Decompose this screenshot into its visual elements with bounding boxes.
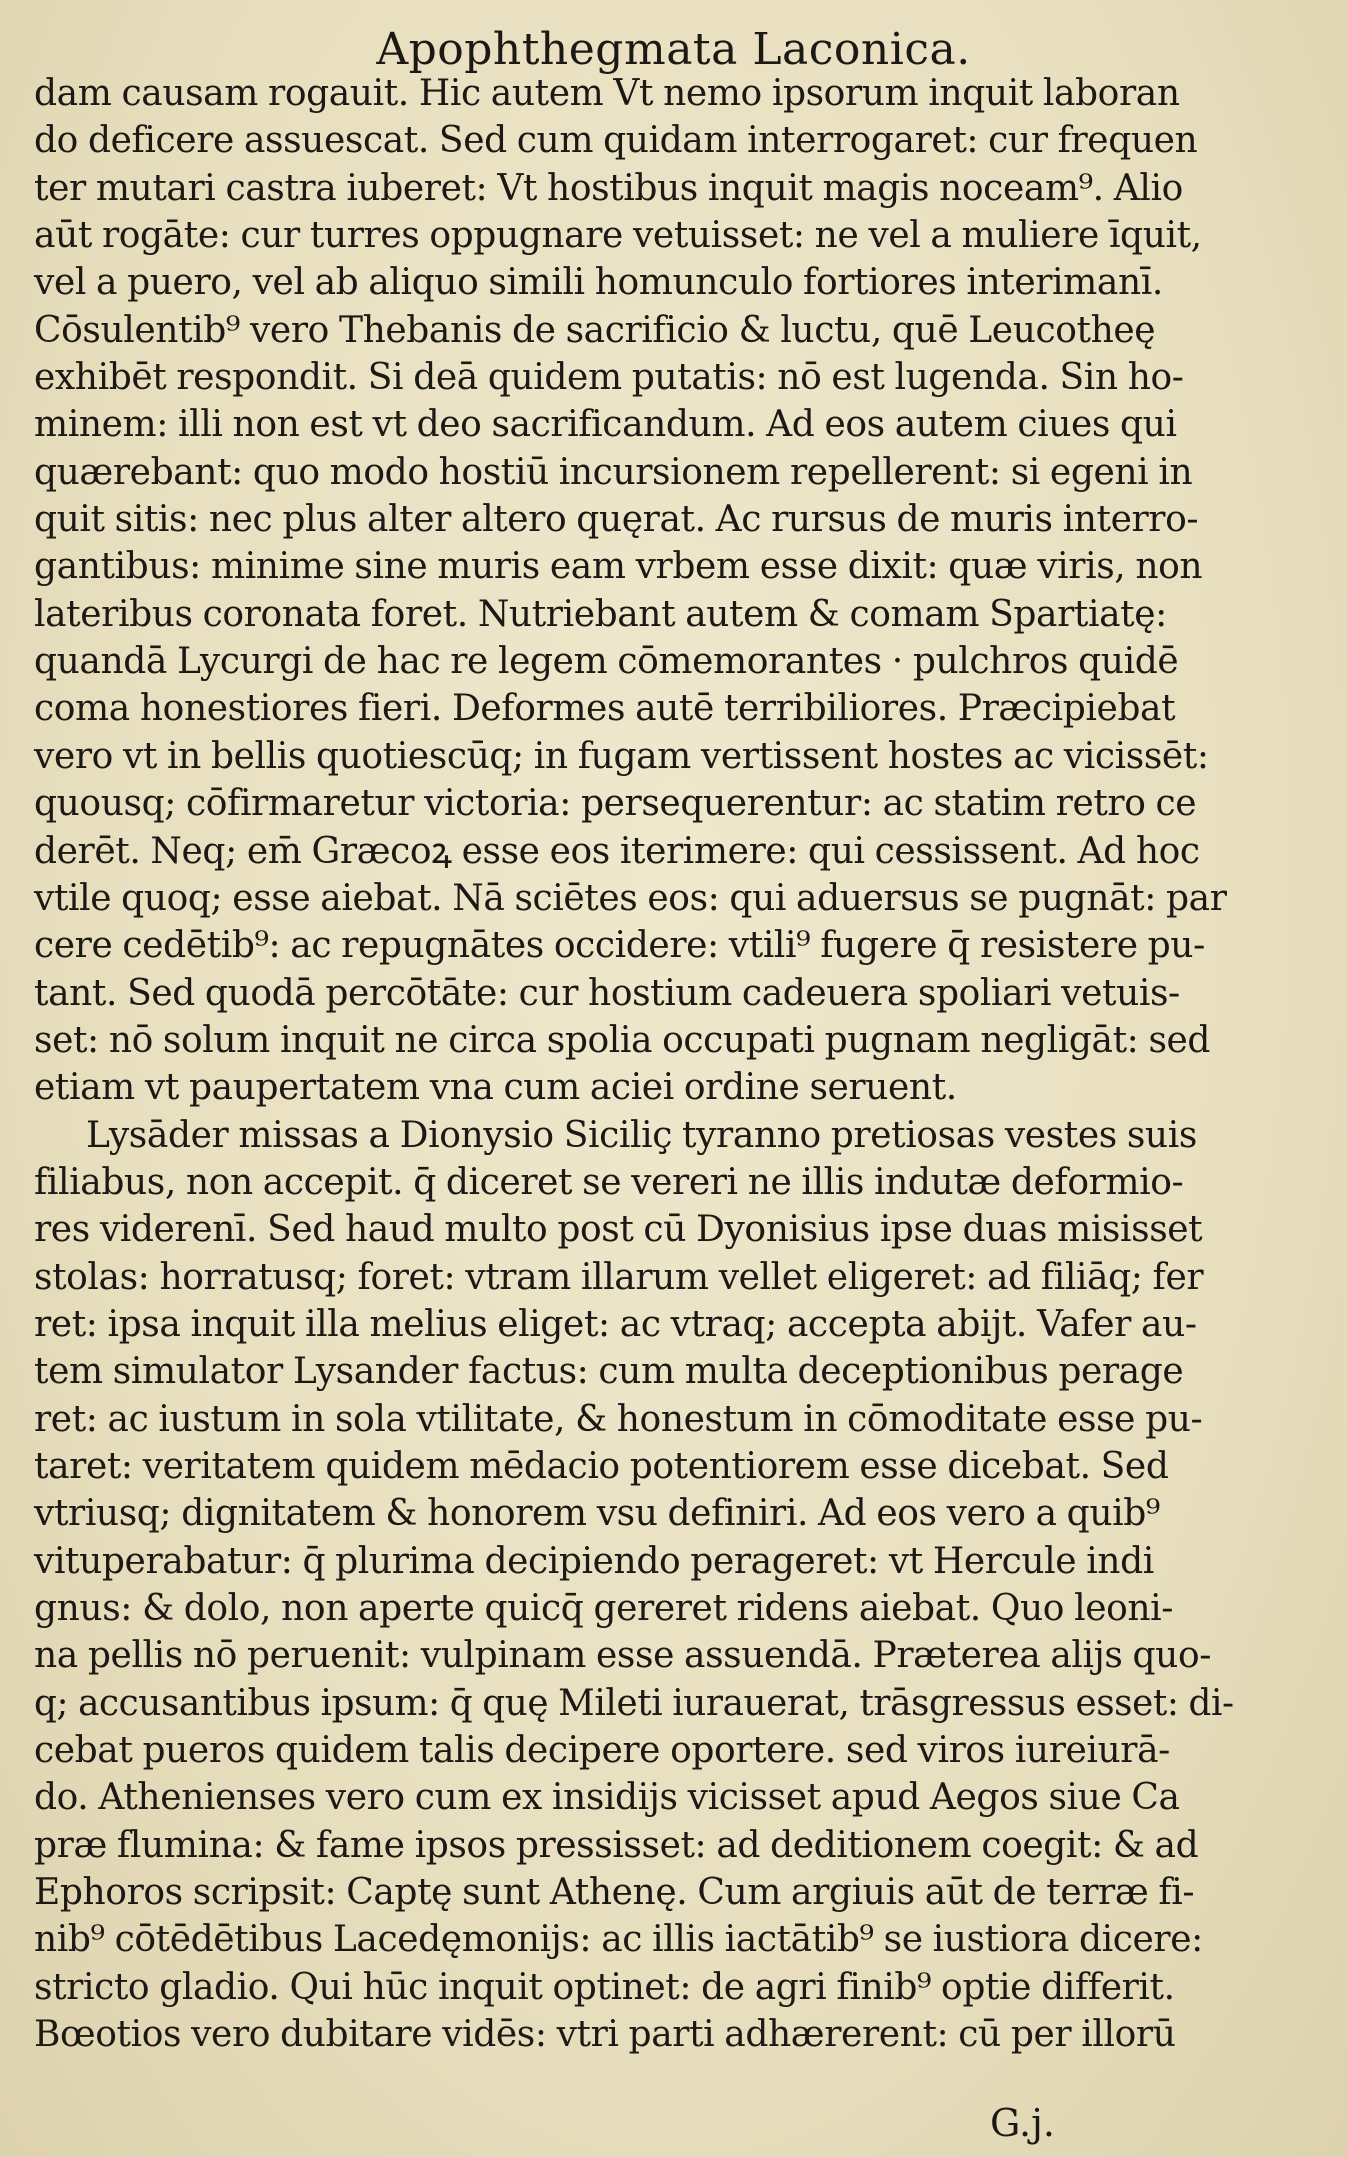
- text-line: aūt rogāte: cur turres oppugnare vetuisset: ne vel a muliere īquit,: [34, 215, 1202, 257]
- text-line: tant. Sed quodā percōtāte: cur hostium cadeuera spoliari vetuis-: [34, 972, 1180, 1014]
- text-line: tem simulator Lysander factus: cum multa deceptionibus perage: [34, 1351, 1184, 1393]
- text-line: quit sitis: nec plus alter altero quęrat. Ac rursus de muris interro-: [34, 499, 1199, 541]
- text-line: stolas: horratusq; foret: vtram illarum vellet eligeret: ad filiāq; fer: [34, 1256, 1204, 1298]
- text-line: gantibus: minime sine muris eam vrbem esse dixit: quæ viris, non: [34, 546, 1203, 588]
- body-text: [34, 70, 1234, 2058]
- text-line: vtriusq; dignitatem & honorem vsu definiri. Ad eos vero a quib⁹: [34, 1493, 1160, 1535]
- text-line: vtile quoq; esse aiebat. Nā sciētes eos: qui aduersus se pugnāt: par: [34, 877, 1227, 919]
- text-line: præ flumina: & fame ipsos pressisset: ad deditionem coegit: & ad: [34, 1824, 1199, 1866]
- text-line: do deficere assuescat. Sed cum quidam interrogaret: cur frequen: [34, 120, 1198, 162]
- paragraph-start-line: Lysāder missas a Dionysio Siciliç tyranno pretiosas vestes suis: [86, 1114, 1197, 1156]
- text-line: gnus: & dolo, non aperte quicq̄ gereret ridens aiebat. Quo leoni-: [34, 1588, 1174, 1629]
- text-line: stricto gladio. Qui hūc inquit optinet: de agri finib⁹ optie differit.: [34, 1966, 1175, 2008]
- text-line: cere cedētib⁹: ac repugnātes occidere: vtili⁹ fugere q̄ resistere pu-: [34, 925, 1205, 967]
- text-line: ret: ipsa inquit illa melius eliget: ac vtraq; accepta abijt. Vafer au-: [34, 1303, 1197, 1345]
- text-line: cebat pueros quidem talis decipere oportere. sed viros iureiurā-: [34, 1730, 1170, 1772]
- text-line: dam causam rogauit. Hic autem Vt nemo ipsorum inquit laboran: [34, 73, 1180, 114]
- text-line: Bœotios vero dubitare vidēs: vtri parti adhærerent: cū per illorū: [34, 2014, 1176, 2056]
- text-line: quærebant: quo modo hostiū incursionem repellerent: si egeni in: [34, 451, 1193, 493]
- text-line: ret: ac iustum in sola vtilitate, & honestum in cōmoditate esse pu-: [34, 1398, 1203, 1440]
- text-line: Cōsulentib⁹ vero Thebanis de sacrificio & luctu, quē Leucotheę: [34, 309, 1156, 351]
- text-line: exhibēt respondit. Si deā quidem putatis: nō est lugenda. Sin ho-: [34, 357, 1184, 399]
- text-line: Ephoros scripsit: Captę sunt Athenę. Cum argiuis aūt de terræ fi-: [34, 1872, 1195, 1914]
- text-line: derēt. Neq; em̄ Græcoꝝ esse eos iterimere: qui cessissent. Ad hoc: [34, 830, 1200, 872]
- text-line: nib⁹ cōtēdētibus Lacedęmonijs: ac illis iactātib⁹ se iustiora dicere:: [34, 1919, 1203, 1961]
- text-line: na pellis nō peruenit: vulpinam esse assuendā. Præterea alijs quo-: [34, 1635, 1211, 1677]
- text-line: quousq; cōfirmaretur victoria: persequerentur: ac statim retro ce: [34, 783, 1197, 825]
- text-line: coma honestiores fieri. Deformes autē terribiliores. Præcipiebat: [34, 688, 1176, 730]
- text-line: taret: veritatem quidem mēdacio potentiorem esse dicebat. Sed: [34, 1445, 1169, 1487]
- text-line: lateribus coronata foret. Nutriebant autem & comam Spartiatę:: [34, 593, 1167, 635]
- text-line: q; accusantibus ipsum: q̄ quę Mileti iurauerat, trāsgressus esset: di-: [34, 1682, 1234, 1724]
- text-line: vero vt in bellis quotiescūq; in fugam vertissent hostes ac vicissēt:: [34, 735, 1209, 777]
- text-line: etiam vt paupertatem vna cum aciei ordine seruent.: [34, 1067, 957, 1109]
- text-line: minem: illi non est vt deo sacrificandum. Ad eos autem ciues qui: [34, 404, 1177, 446]
- text-line: quandā Lycurgi de hac re legem cōmemorantes · pulchros quidē: [34, 641, 1179, 683]
- text-line: filiabus, non accepit. q̄ diceret se vereri ne illis indutæ deformio-: [34, 1161, 1184, 1203]
- text-line: vituperabatur: q̄ plurima decipiendo perageret: vt Hercule indi: [34, 1540, 1154, 1582]
- text-line: set: nō solum inquit ne circa spolia occupati pugnam negligāt: sed: [34, 1019, 1211, 1061]
- running-header: Apophthegmata Laconica.: [376, 24, 971, 75]
- text-line: ter mutari castra iuberet: Vt hostibus inquit magis noceam⁹. Alio: [34, 167, 1183, 209]
- text-line: do. Athenienses vero cum ex insidijs vicisset apud Aegos siue Ca: [34, 1777, 1180, 1819]
- signature-mark: G.j.: [990, 2101, 1055, 2145]
- text-line: vel a puero, vel ab aliquo simili homunculo fortiores interimanī.: [34, 262, 1163, 304]
- text-line: res viderenī. Sed haud multo post cū Dyonisius ipse duas misisset: [34, 1209, 1203, 1251]
